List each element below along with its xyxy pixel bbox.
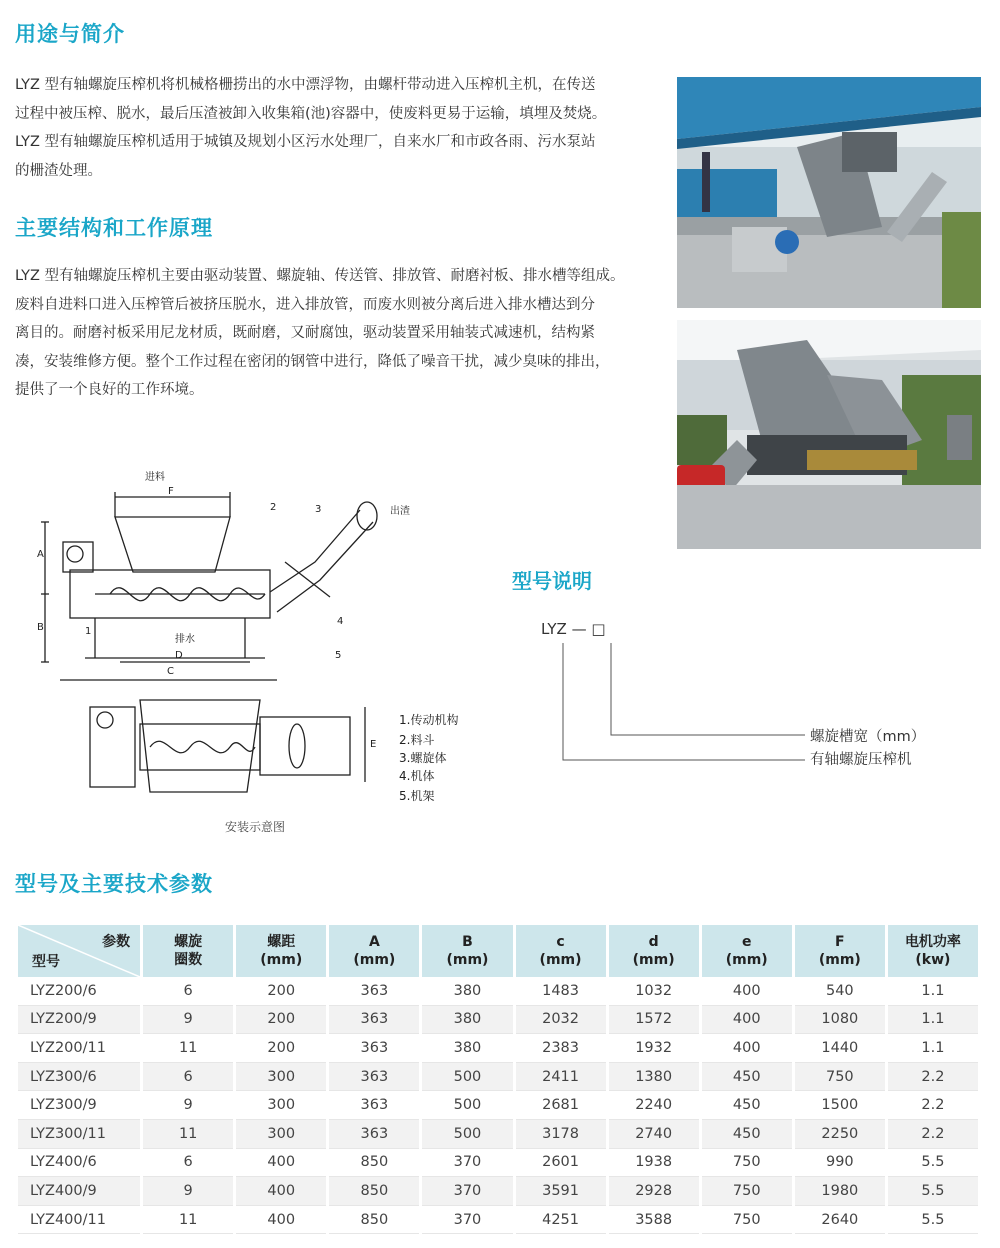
- dim-a: A: [37, 549, 44, 560]
- value-cell: 400: [236, 1149, 326, 1178]
- structure-line: 凑，安装维修方便。整个工作过程在密闭的钢管中进行，降低了噪音干扰，减少臭味的排出，: [15, 353, 610, 370]
- intro-line: 过程中被压榨、脱水，最后压渣被卸入收集箱(池)容器中，使废料更易于运输，填埋及焚烧。: [15, 105, 607, 122]
- header-power: 电机功率 (kw): [888, 925, 978, 977]
- value-cell: 363: [329, 1034, 419, 1063]
- value-cell: 400: [236, 1206, 326, 1235]
- value-cell: 450: [702, 1091, 792, 1120]
- value-cell: 2411: [516, 1063, 606, 1092]
- value-cell: 200: [236, 1006, 326, 1035]
- value-cell: 380: [422, 1034, 512, 1063]
- value-cell: 5.5: [888, 1149, 978, 1178]
- value-cell: 1938: [609, 1149, 699, 1178]
- value-cell: 6: [143, 1149, 233, 1178]
- value-cell: 1032: [609, 977, 699, 1006]
- value-cell: 300: [236, 1120, 326, 1149]
- value-cell: 2.2: [888, 1063, 978, 1092]
- value-cell: 400: [236, 1177, 326, 1206]
- model-cell: LYZ300/6: [18, 1063, 140, 1092]
- value-cell: 540: [795, 977, 885, 1006]
- header-pitch: 螺距 (mm): [236, 925, 326, 977]
- callout-5: 5: [335, 650, 342, 661]
- table-row: [18, 1177, 978, 1206]
- intro-paragraph: [15, 71, 660, 185]
- dim-b: B: [37, 622, 44, 633]
- value-cell: 1.1: [888, 1034, 978, 1063]
- model-cell: LYZ200/6: [18, 977, 140, 1006]
- value-cell: 9: [143, 1091, 233, 1120]
- value-cell: 363: [329, 1120, 419, 1149]
- installation-photo-2: [677, 320, 981, 549]
- value-cell: 11: [143, 1120, 233, 1149]
- value-cell: 2928: [609, 1177, 699, 1206]
- table-heading: 型号及主要技术参数: [15, 872, 213, 896]
- intro-line: LYZ 型有轴螺旋压榨机将机械格栅捞出的水中漂浮物，由螺杆带动进入压榨机主机，在传送: [15, 77, 596, 93]
- header-c: c (mm): [516, 925, 606, 977]
- header-d: d (mm): [609, 925, 699, 977]
- value-cell: 750: [795, 1063, 885, 1092]
- model-code: LYZ — □: [541, 620, 606, 638]
- value-cell: 363: [329, 1063, 419, 1092]
- structure-paragraph: [15, 262, 660, 405]
- value-cell: 2601: [516, 1149, 606, 1178]
- intro-line: 的栅渣处理。: [15, 162, 102, 179]
- table-row: [18, 1206, 978, 1235]
- value-cell: 5.5: [888, 1206, 978, 1235]
- value-cell: 6: [143, 977, 233, 1006]
- value-cell: 850: [329, 1149, 419, 1178]
- value-cell: 3591: [516, 1177, 606, 1206]
- value-cell: 500: [422, 1091, 512, 1120]
- value-cell: 2240: [609, 1091, 699, 1120]
- value-cell: 370: [422, 1206, 512, 1235]
- value-cell: 990: [795, 1149, 885, 1178]
- value-cell: 3178: [516, 1120, 606, 1149]
- value-cell: 850: [329, 1206, 419, 1235]
- model-cell: LYZ200/9: [18, 1006, 140, 1035]
- header-e: e (mm): [702, 925, 792, 977]
- feed-label: 进料: [145, 472, 165, 483]
- callout-1: 1: [85, 626, 92, 637]
- value-cell: 1.1: [888, 1006, 978, 1035]
- table-row: [18, 1091, 978, 1120]
- header-b: B (mm): [422, 925, 512, 977]
- value-cell: 400: [702, 1006, 792, 1035]
- intro-line: LYZ 型有轴螺旋压榨机适用于城镇及规划小区污水处理厂，自来水厂和市政各雨、污水泵站: [15, 134, 596, 150]
- legend-item: 1.传动机构: [399, 713, 459, 727]
- value-cell: 300: [236, 1091, 326, 1120]
- structure-line: LYZ 型有轴螺旋压榨机主要由驱动装置、螺旋轴、传送管、排放管、耐磨衬板、排水槽等组成。: [15, 268, 625, 284]
- spec-table: [15, 925, 981, 1234]
- value-cell: 380: [422, 1006, 512, 1035]
- model-label-type: 有轴螺旋压榨机: [810, 752, 912, 768]
- value-cell: 1080: [795, 1006, 885, 1035]
- value-cell: 3588: [609, 1206, 699, 1235]
- value-cell: 300: [236, 1063, 326, 1092]
- value-cell: 1440: [795, 1034, 885, 1063]
- model-cell: LYZ400/9: [18, 1177, 140, 1206]
- value-cell: 4251: [516, 1206, 606, 1235]
- value-cell: 450: [702, 1063, 792, 1092]
- header-turns: 螺旋 圈数: [143, 925, 233, 977]
- dim-e: E: [370, 739, 377, 750]
- value-cell: 2383: [516, 1034, 606, 1063]
- value-cell: 2740: [609, 1120, 699, 1149]
- callout-3: 3: [315, 504, 322, 515]
- table-row: [18, 1006, 978, 1035]
- value-cell: 850: [329, 1177, 419, 1206]
- value-cell: 2681: [516, 1091, 606, 1120]
- value-cell: 400: [702, 977, 792, 1006]
- installation-photo-1: [677, 77, 981, 308]
- header-f: F (mm): [795, 925, 885, 977]
- model-cell: LYZ300/9: [18, 1091, 140, 1120]
- dim-c: C: [167, 666, 174, 677]
- value-cell: 2032: [516, 1006, 606, 1035]
- value-cell: 2.2: [888, 1091, 978, 1120]
- value-cell: 9: [143, 1177, 233, 1206]
- value-cell: 11: [143, 1206, 233, 1235]
- corner-model: 型号: [32, 954, 60, 970]
- dim-f: F: [168, 486, 174, 497]
- legend-item: 3.螺旋体: [399, 751, 447, 765]
- model-label-width: 螺旋槽宽（mm）: [810, 729, 926, 745]
- value-cell: 1980: [795, 1177, 885, 1206]
- value-cell: 750: [702, 1206, 792, 1235]
- value-cell: 363: [329, 1006, 419, 1035]
- model-heading: 型号说明: [512, 569, 592, 593]
- table-row: [18, 1120, 978, 1149]
- structure-line: 提供了一个良好的工作环境。: [15, 382, 204, 398]
- value-cell: 6: [143, 1063, 233, 1092]
- value-cell: 450: [702, 1120, 792, 1149]
- value-cell: 11: [143, 1034, 233, 1063]
- table-header-row: [18, 925, 978, 977]
- corner-param: 参数: [102, 934, 131, 950]
- callout-4: 4: [337, 616, 344, 627]
- value-cell: 200: [236, 1034, 326, 1063]
- structure-line: 废料自进料口进入压榨管后被挤压脱水，进入排放管，而废水则被分离后进入排水槽达到分: [15, 296, 595, 313]
- value-cell: 363: [329, 977, 419, 1006]
- callout-2: 2: [270, 502, 277, 513]
- model-cell: LYZ200/11: [18, 1034, 140, 1063]
- value-cell: 750: [702, 1149, 792, 1178]
- value-cell: 363: [329, 1091, 419, 1120]
- table-row: [18, 1034, 978, 1063]
- value-cell: 1380: [609, 1063, 699, 1092]
- value-cell: 1.1: [888, 977, 978, 1006]
- legend-item: 2.料斗: [399, 733, 435, 747]
- value-cell: 370: [422, 1177, 512, 1206]
- value-cell: 500: [422, 1120, 512, 1149]
- value-cell: 500: [422, 1063, 512, 1092]
- diagram-caption: 安装示意图: [224, 820, 285, 834]
- value-cell: 2.2: [888, 1120, 978, 1149]
- value-cell: 380: [422, 977, 512, 1006]
- model-cell: LYZ400/11: [18, 1206, 140, 1235]
- legend-item: 4.机体: [399, 769, 435, 783]
- installation-diagram: [15, 462, 487, 810]
- discharge-label: 出渣: [390, 506, 410, 517]
- header-a: A (mm): [329, 925, 419, 977]
- legend-item: 5.机架: [399, 789, 435, 803]
- drain-label: 排水: [175, 634, 195, 645]
- value-cell: 5.5: [888, 1177, 978, 1206]
- value-cell: 9: [143, 1006, 233, 1035]
- table-row: [18, 1063, 978, 1092]
- value-cell: 2250: [795, 1120, 885, 1149]
- table-row: [18, 1149, 978, 1178]
- value-cell: 200: [236, 977, 326, 1006]
- value-cell: 2640: [795, 1206, 885, 1235]
- value-cell: 1483: [516, 977, 606, 1006]
- value-cell: 370: [422, 1149, 512, 1178]
- model-cell: LYZ400/6: [18, 1149, 140, 1178]
- dim-d: D: [175, 650, 183, 661]
- table-row: [18, 977, 978, 1006]
- value-cell: 1932: [609, 1034, 699, 1063]
- value-cell: 1500: [795, 1091, 885, 1120]
- value-cell: 1572: [609, 1006, 699, 1035]
- value-cell: 750: [702, 1177, 792, 1206]
- structure-heading: 主要结构和工作原理: [15, 216, 213, 240]
- table-body: [18, 977, 978, 1234]
- structure-line: 离目的。耐磨衬板采用尼龙材质，既耐磨，又耐腐蚀，驱动装置采用轴装式减速机，结构紧: [15, 325, 595, 341]
- intro-heading: 用途与简介: [15, 22, 125, 46]
- corner-header: [18, 925, 140, 977]
- model-cell: LYZ300/11: [18, 1120, 140, 1149]
- value-cell: 400: [702, 1034, 792, 1063]
